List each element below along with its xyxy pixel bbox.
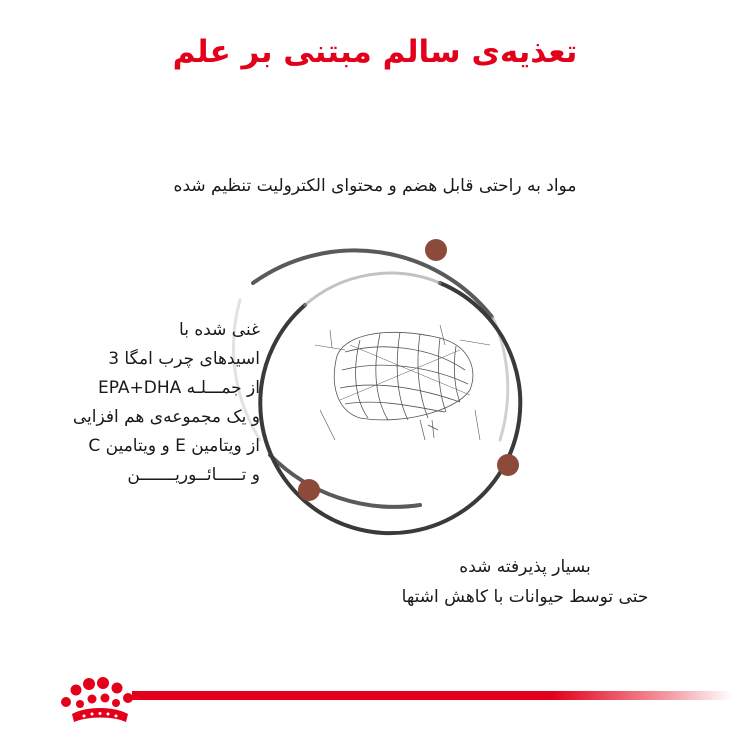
page-title: تعذیه‌ی سالم مبتنی بر علم [172, 34, 578, 70]
caption-line: حتی توسط حیوانات با کاهش اشتها [401, 587, 649, 607]
caption-line: اسیدهای چرب امگا 3 [108, 349, 260, 369]
digestibility-caption: مواد به راحتی قابل هضم و محتوای الکترولیت تنظیم شده [173, 176, 577, 196]
crown-logo-icon [58, 676, 142, 728]
caption-line: و یک مجموعه‌ی هم افزایی [72, 407, 260, 427]
inner-ring-arc-main [260, 283, 520, 533]
outer-ring-arc-bottom [270, 455, 420, 507]
kibble-sketch-icon [315, 325, 490, 440]
caption-line: غنی شده با [179, 320, 260, 340]
ring-dot-right [497, 454, 519, 476]
ring-dot-bottom [298, 479, 320, 501]
caption-line: از جمـــلـه EPA+DHA [97, 378, 260, 398]
inner-ring-arc-fade [305, 273, 440, 305]
ring-dot-top [425, 239, 447, 261]
caption-line: و تـــــائــوریـــــــن [127, 465, 260, 485]
caption-line: بسیار پذیرفته شده [459, 557, 591, 577]
omega-vitamins-caption [20, 316, 260, 490]
outer-ring-arc-top [253, 250, 492, 317]
palatability-caption [340, 552, 710, 612]
footer-red-bar [132, 691, 732, 700]
caption-line: از ویتامین E و ویتامین C [88, 436, 260, 456]
